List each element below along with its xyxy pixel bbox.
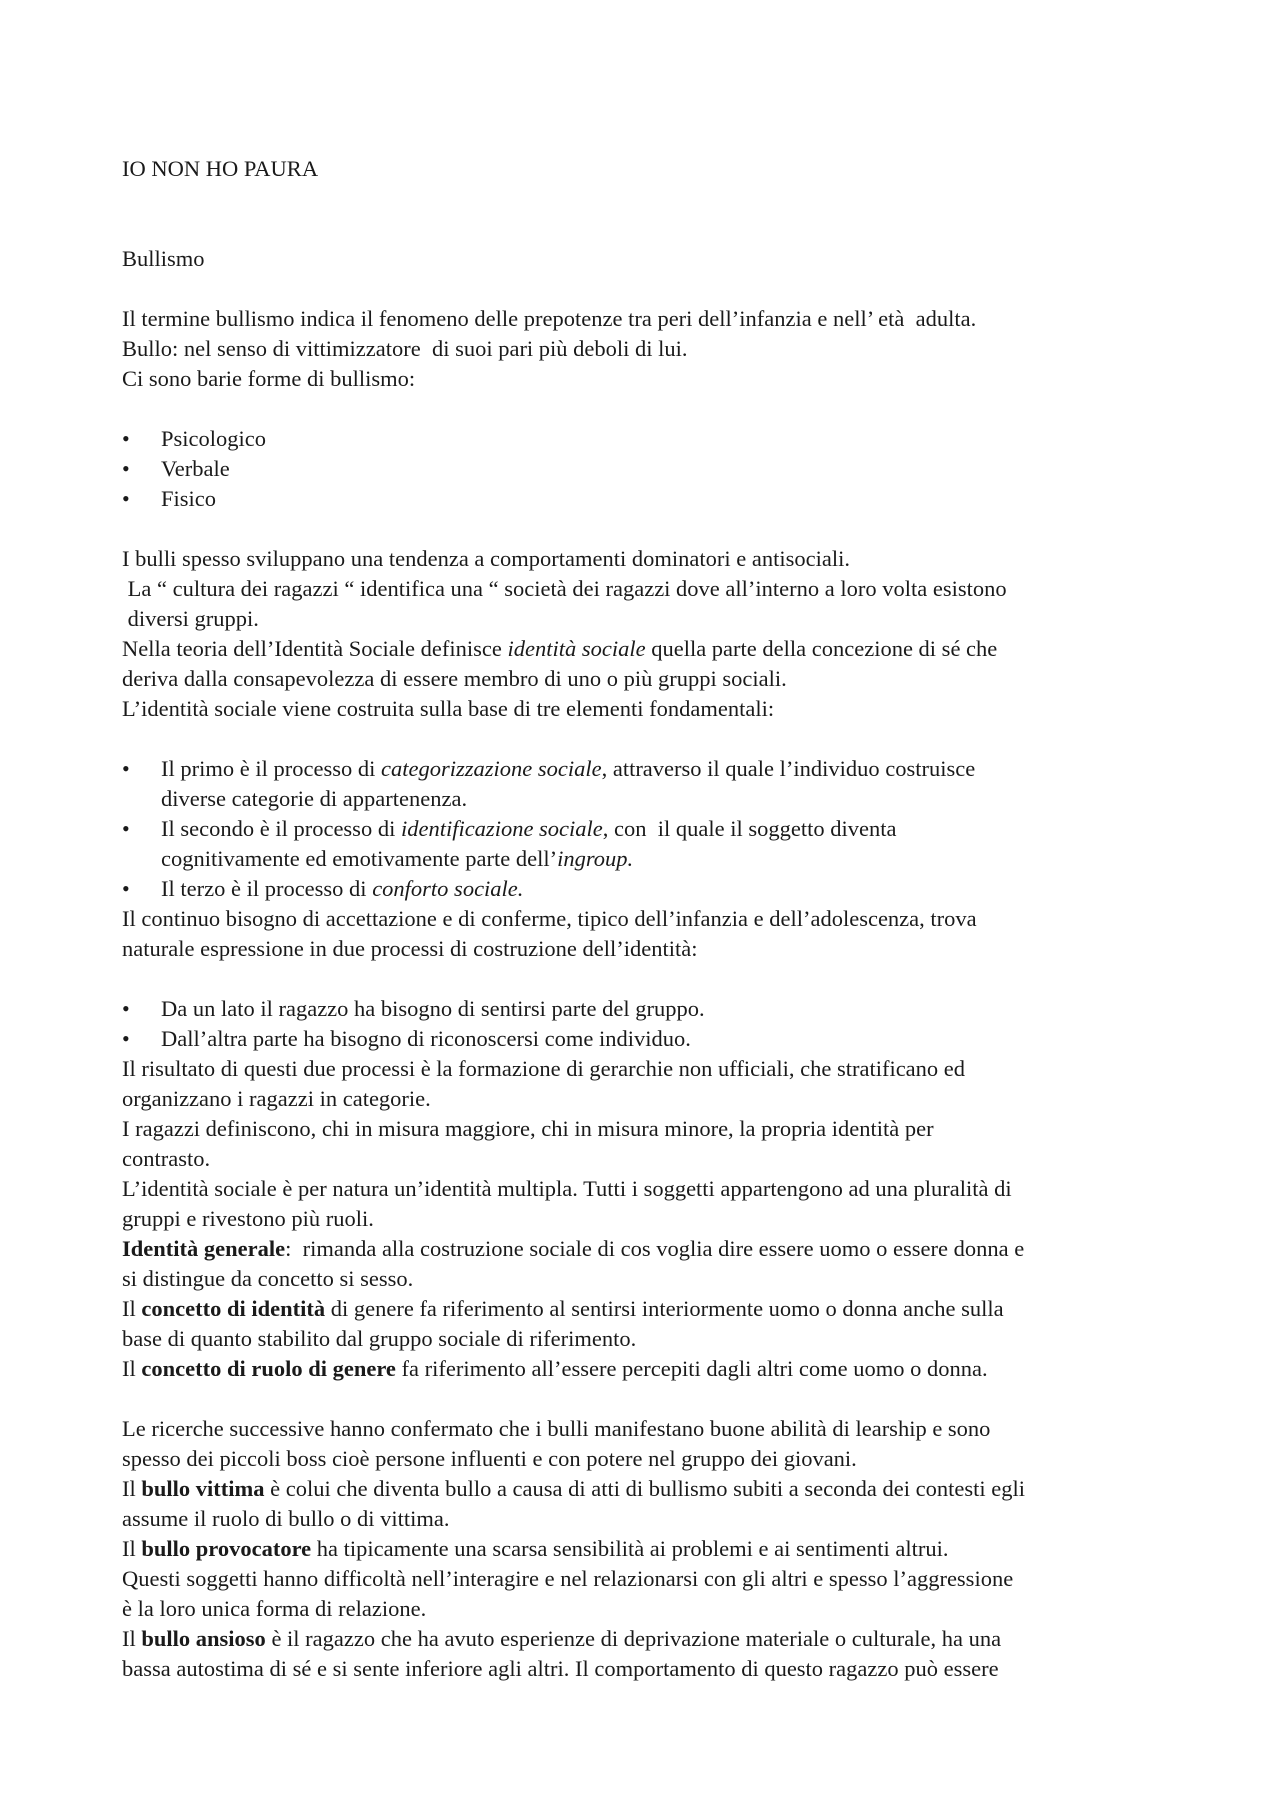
paragraph-line: contrasto. bbox=[122, 1146, 211, 1171]
text-run: Il secondo è il processo di bbox=[161, 816, 401, 841]
text-run: Il bbox=[122, 1296, 142, 1321]
text-run: cognitivamente ed emotivamente parte dell’ bbox=[161, 846, 558, 871]
text-run: è il ragazzo che ha avuto esperienze di deprivazione materiale o culturale, ha una bbox=[265, 1626, 1002, 1651]
document-title: IO NON HO PAURA bbox=[122, 156, 319, 181]
text-run: : rimanda alla costruzione sociale di cos voglia dire essere uomo o essere donna e bbox=[285, 1236, 1025, 1261]
paragraph-line: Bullo: nel senso di vittimizzatore di suoi pari più deboli di lui. bbox=[122, 336, 688, 361]
paragraph-line bbox=[122, 634, 1182, 664]
paragraph-line: I bulli spesso sviluppano una tendenza a comportamenti dominatori e antisociali. bbox=[122, 546, 850, 571]
spacer bbox=[122, 1384, 1182, 1414]
spacer bbox=[122, 394, 1182, 424]
paragraph-line: Ci sono barie forme di bullismo: bbox=[122, 366, 416, 391]
paragraph-line: diversi gruppi. bbox=[122, 606, 259, 631]
text-run: Nella teoria dell’Identità Sociale definisce bbox=[122, 636, 508, 661]
text-run: di genere fa riferimento al sentirsi interiormente uomo o donna anche sulla bbox=[325, 1296, 1004, 1321]
spacer bbox=[122, 184, 1182, 244]
list-item: • Psicologico bbox=[122, 424, 1182, 454]
paragraph-line: si distingue da concetto si sesso. bbox=[122, 1266, 414, 1291]
spacer bbox=[122, 724, 1182, 754]
paragraph-line: assume il ruolo di bullo o di vittima. bbox=[122, 1506, 450, 1531]
text-run: Il primo è il processo di bbox=[161, 756, 381, 781]
document-page bbox=[122, 154, 1182, 1684]
text-run: Il bbox=[122, 1476, 142, 1501]
italic-term: categorizzazione sociale bbox=[380, 756, 602, 781]
italic-term: conforto sociale. bbox=[372, 876, 524, 901]
text-run: è colui che diventa bullo a causa di atti di bullismo subiti a seconda dei contesti egli bbox=[264, 1476, 1025, 1501]
text-run: quella parte della concezione di sé che bbox=[645, 636, 998, 661]
bold-term: bullo provocatore bbox=[141, 1536, 312, 1561]
text-run: Il bbox=[122, 1536, 142, 1561]
paragraph-line bbox=[122, 1234, 1182, 1264]
paragraph-line: L’identità sociale viene costruita sulla base di tre elementi fondamentali: bbox=[122, 696, 775, 721]
paragraph-line: La “ cultura dei ragazzi “ identifica una “ società dei ragazzi dove all’interno a loro volta esistono bbox=[122, 576, 1007, 601]
paragraph-line: spesso dei piccoli boss cioè persone influenti e con potere nel gruppo dei giovani. bbox=[122, 1446, 857, 1471]
paragraph-line: Le ricerche successive hanno confermato che i bulli manifestano buone abilità di learship e sono bbox=[122, 1416, 991, 1441]
paragraph-line: deriva dalla consapevolezza di essere membro di uno o più gruppi sociali. bbox=[122, 666, 787, 691]
paragraph-line bbox=[122, 1474, 1182, 1504]
text-run: fa riferimento all’essere percepiti dagli altri come uomo o donna. bbox=[395, 1356, 988, 1381]
paragraph-line: è la loro unica forma di relazione. bbox=[122, 1596, 427, 1621]
list-item: • Fisico bbox=[122, 484, 1182, 514]
text-run: , attraverso il quale l’individuo costruisce bbox=[601, 756, 976, 781]
text-run: Il terzo è il processo di bbox=[161, 876, 373, 901]
bold-term: bullo vittima bbox=[141, 1476, 265, 1501]
section-heading: Bullismo bbox=[122, 246, 205, 271]
bold-term: concetto di identità bbox=[141, 1296, 326, 1321]
bold-term: concetto di ruolo di genere bbox=[141, 1356, 396, 1381]
italic-term: identità sociale bbox=[507, 636, 646, 661]
list-item bbox=[122, 814, 1182, 844]
spacer bbox=[122, 964, 1182, 994]
italic-term: ingroup. bbox=[557, 846, 634, 871]
list-item: • Dall’altra parte ha bisogno di riconoscersi come individuo. bbox=[122, 1024, 1182, 1054]
paragraph-line bbox=[122, 1534, 1182, 1564]
paragraph-line: I ragazzi definiscono, chi in misura maggiore, chi in misura minore, la propria identità per bbox=[122, 1116, 934, 1141]
spacer bbox=[122, 514, 1182, 544]
text-run: Il bbox=[122, 1356, 142, 1381]
text-run: Il bbox=[122, 1626, 142, 1651]
paragraph-line: Questi soggetti hanno difficoltà nell’interagire e nel relazionarsi con gli altri e spesso l’aggressione bbox=[122, 1566, 1014, 1591]
paragraph-line: organizzano i ragazzi in categorie. bbox=[122, 1086, 431, 1111]
text-run: ha tipicamente una scarsa sensibilità ai problemi e ai sentimenti altrui. bbox=[311, 1536, 949, 1561]
paragraph-line: bassa autostima di sé e si sente inferiore agli altri. Il comportamento di questo ragazzo può essere bbox=[122, 1656, 999, 1681]
spacer bbox=[122, 274, 1182, 304]
paragraph-line: gruppi e rivestono più ruoli. bbox=[122, 1206, 374, 1231]
paragraph-line: Il risultato di questi due processi è la formazione di gerarchie non ufficiali, che stratificano ed bbox=[122, 1056, 966, 1081]
text-run: , con il quale il soggetto diventa bbox=[602, 816, 897, 841]
paragraph-line: L’identità sociale è per natura un’identità multipla. Tutti i soggetti appartengono ad una pluralità di bbox=[122, 1176, 1012, 1201]
list-item-continuation: diverse categorie di appartenenza. bbox=[161, 786, 468, 811]
paragraph-line: Il continuo bisogno di accettazione e di conferme, tipico dell’infanzia e dell’adolescenza, trova bbox=[122, 906, 977, 931]
bold-term: bullo ansioso bbox=[141, 1626, 266, 1651]
list-item: • Da un lato il ragazzo ha bisogno di sentirsi parte del gruppo. bbox=[122, 994, 1182, 1024]
paragraph-line: base di quanto stabilito dal gruppo sociale di riferimento. bbox=[122, 1326, 637, 1351]
list-item bbox=[122, 754, 1182, 784]
paragraph-line: naturale espressione in due processi di costruzione dell’identità: bbox=[122, 936, 698, 961]
paragraph-line bbox=[122, 1294, 1182, 1324]
list-item: • Verbale bbox=[122, 454, 1182, 484]
italic-term: identificazione sociale bbox=[400, 816, 603, 841]
list-item-continuation bbox=[122, 844, 1182, 874]
paragraph-line bbox=[122, 1624, 1182, 1654]
bold-term: Identità generale bbox=[122, 1236, 286, 1261]
list-item bbox=[122, 874, 1182, 904]
paragraph-line bbox=[122, 1354, 1182, 1384]
paragraph-line: Il termine bullismo indica il fenomeno delle prepotenze tra peri dell’infanzia e nell’ età adulta. bbox=[122, 306, 977, 331]
